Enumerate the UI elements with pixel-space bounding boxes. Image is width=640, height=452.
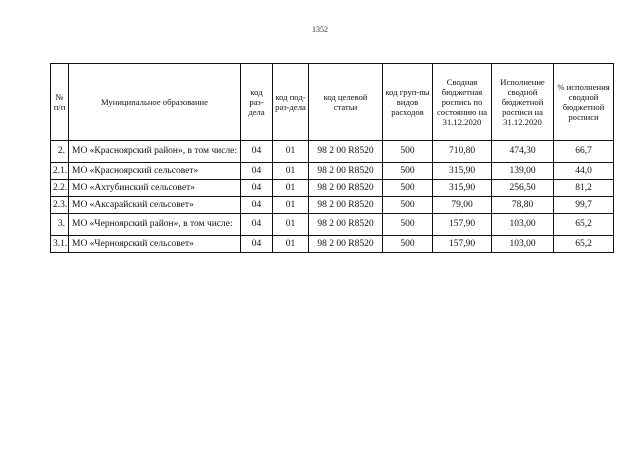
row-execution: 103,00 [492,236,554,253]
row-section-code: 04 [241,163,273,180]
table-row [51,236,614,253]
row-percent: 99,7 [554,197,614,214]
row-num: 2. [51,141,69,163]
row-num: 2.1. [51,163,69,180]
row-municipality: МО «Красноярский сельсовет» [69,163,241,180]
row-num: 2.2. [51,180,69,197]
row-budget-list: 157,90 [433,236,492,253]
row-subsection-code: 01 [273,180,309,197]
row-expense-group: 500 [383,236,433,253]
row-execution: 474,30 [492,141,554,163]
header-expense-group: код груп-пы видов расходов [383,64,433,141]
row-percent: 81,2 [554,180,614,197]
row-expense-group: 500 [383,197,433,214]
row-target-code: 98 2 00 R8520 [309,236,383,253]
budget-execution-table [50,63,614,253]
row-budget-list: 315,90 [433,180,492,197]
row-percent: 65,2 [554,214,614,236]
row-execution: 103,00 [492,214,554,236]
row-municipality: МО «Черноярский сельсовет» [69,236,241,253]
header-section-code: код раз-дела [241,64,273,141]
row-budget-list: 157,90 [433,214,492,236]
row-section-code: 04 [241,214,273,236]
row-target-code: 98 2 00 R8520 [309,141,383,163]
row-execution: 78,80 [492,197,554,214]
table-row [51,180,614,197]
table-header-row [51,64,614,141]
row-subsection-code: 01 [273,197,309,214]
row-num: 2.3. [51,197,69,214]
row-percent: 66,7 [554,141,614,163]
row-municipality: МО «Аксарайский сельсовет» [69,197,241,214]
row-expense-group: 500 [383,163,433,180]
row-subsection-code: 01 [273,163,309,180]
row-section-code: 04 [241,180,273,197]
row-execution: 139,00 [492,163,554,180]
header-num: № п/п [51,64,69,141]
table-row [51,163,614,180]
header-municipality: Муниципальное образование [69,64,241,141]
row-budget-list: 79,00 [433,197,492,214]
row-expense-group: 500 [383,214,433,236]
row-num: 3. [51,214,69,236]
row-section-code: 04 [241,141,273,163]
row-expense-group: 500 [383,180,433,197]
row-subsection-code: 01 [273,214,309,236]
table-row [51,214,614,236]
row-target-code: 98 2 00 R8520 [309,214,383,236]
header-subsection-code: код под-раз-дела [273,64,309,141]
row-percent: 65,2 [554,236,614,253]
row-section-code: 04 [241,197,273,214]
row-municipality: МО «Красноярский район», в том числе: [69,141,241,163]
row-municipality: МО «Ахтубинский сельсовет» [69,180,241,197]
header-budget-list: Сводная бюджетная роспись по состоянию на 31.12.2020 [433,64,492,141]
header-execution: Исполнение сводной бюджетной росписи на 31.12.2020 [492,64,554,141]
table-row [51,141,614,163]
row-percent: 44,0 [554,163,614,180]
row-budget-list: 710,80 [433,141,492,163]
row-subsection-code: 01 [273,236,309,253]
table-row [51,197,614,214]
row-municipality: МО «Черноярский район», в том числе: [69,214,241,236]
row-target-code: 98 2 00 R8520 [309,163,383,180]
row-target-code: 98 2 00 R8520 [309,180,383,197]
row-subsection-code: 01 [273,141,309,163]
header-percent: % исполнения сводной бюджетной росписи [554,64,614,141]
page-number: 1352 [312,25,328,34]
row-section-code: 04 [241,236,273,253]
header-target-code: код целевой статьи [309,64,383,141]
row-num: 3.1. [51,236,69,253]
row-execution: 256,50 [492,180,554,197]
row-expense-group: 500 [383,141,433,163]
row-target-code: 98 2 00 R8520 [309,197,383,214]
row-budget-list: 315,90 [433,163,492,180]
